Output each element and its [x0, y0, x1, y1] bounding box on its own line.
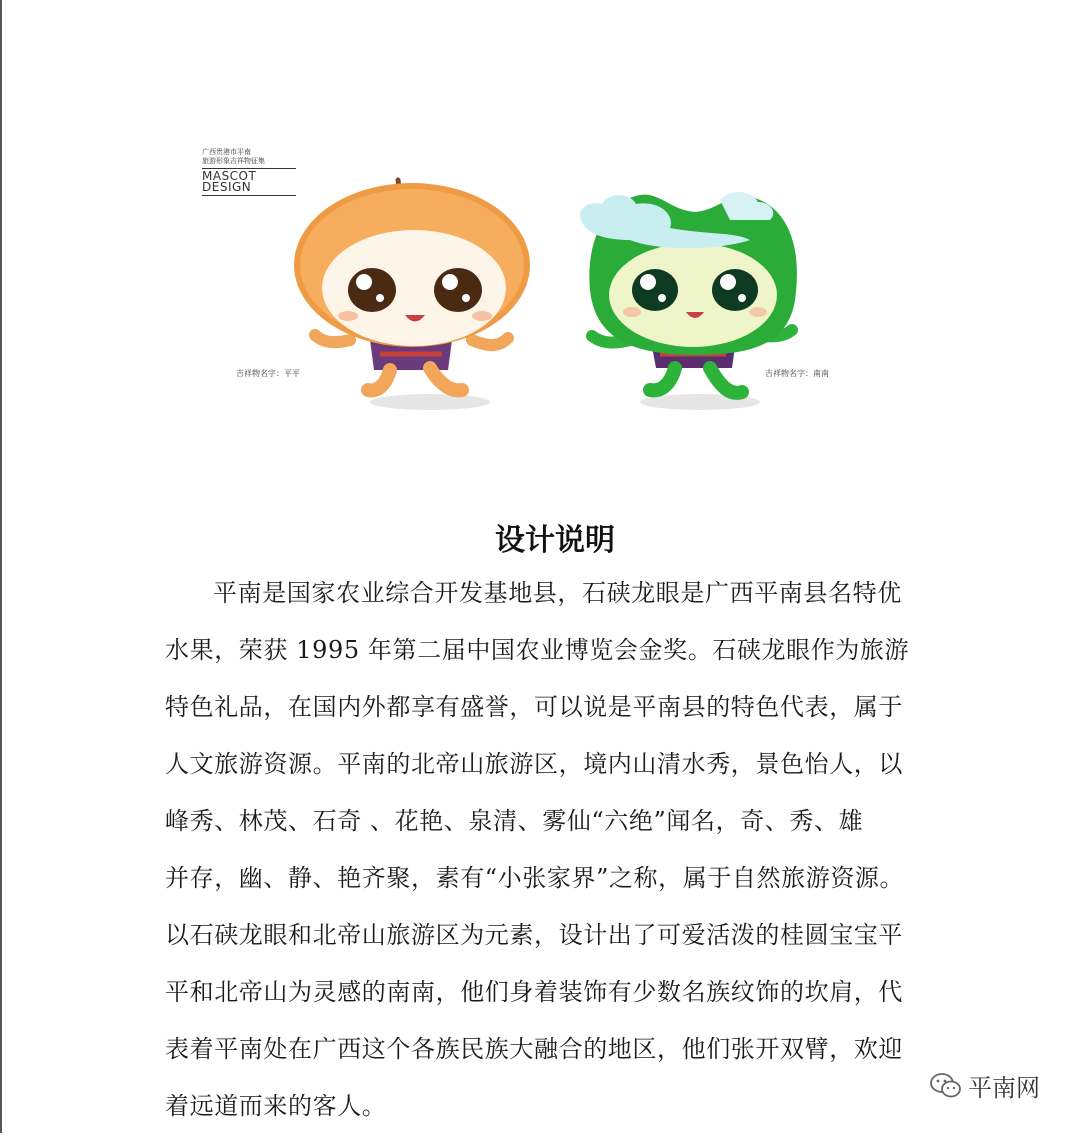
watermark — [930, 1068, 1040, 1103]
page-left-border — [0, 0, 2, 1133]
paragraph-line: 特色礼品，在国内外都享有盛誉，可以说是平南县的特色代表，属于 — [165, 693, 903, 721]
wechat-icon — [930, 1072, 962, 1100]
paragraph-line: 着远道而来的客人。 — [165, 1092, 387, 1120]
paragraph-line: 峰秀、林茂、石奇 、花艳、泉清、雾仙“六绝”闻名，奇、秀、雄 — [165, 807, 864, 835]
mascot-nannan — [580, 192, 797, 393]
mascot-shadow-left — [370, 394, 490, 410]
logo-mascot-text: MASCOT — [202, 169, 257, 183]
paragraph-line: 平和北帝山为灵感的南南，他们身着装饰有少数名族纹饰的坎肩，代 — [165, 978, 903, 1006]
logo-line-1: 广西贵港市平南 — [202, 148, 251, 156]
mascot-caption-nannan: 吉祥物名字：南南 — [765, 369, 829, 378]
logo-design-text: DESIGN — [202, 180, 252, 194]
logo-line-2: 旅游形象吉祥物征集 — [202, 157, 265, 165]
watermark-text: 平南网 — [968, 1074, 1040, 1102]
description-paragraph — [165, 570, 925, 1140]
mascot-caption-pingping: 吉祥物名字：平平 — [236, 369, 300, 378]
paragraph-line: 并存，幽、静、艳齐聚，素有“小张家界”之称，属于自然旅游资源。 — [165, 864, 905, 892]
paragraph-line: 表着平南处在广西这个各族民族大融合的地区，他们张开双臂，欢迎 — [165, 1035, 903, 1063]
mascot-design-logo — [202, 148, 296, 198]
paragraph-line: 人文旅游资源。平南的北帝山旅游区，境内山清水秀，景色怡人，以 — [165, 750, 903, 778]
paragraph-line: 以石硖龙眼和北帝山旅游区为元素，设计出了可爱活泼的桂圆宝宝平 — [165, 921, 903, 949]
mascot-pingping — [294, 180, 530, 390]
logo-divider-bottom — [202, 195, 296, 196]
page-title: 设计说明 — [495, 523, 615, 558]
paragraph-line: 水果，荣获 1995 年第二届中国农业博览会金奖。石硖龙眼作为旅游 — [165, 636, 910, 664]
paragraph-line: 平南是国家农业综合开发基地县，石硖龙眼是广西平南县名特优 — [213, 579, 902, 607]
